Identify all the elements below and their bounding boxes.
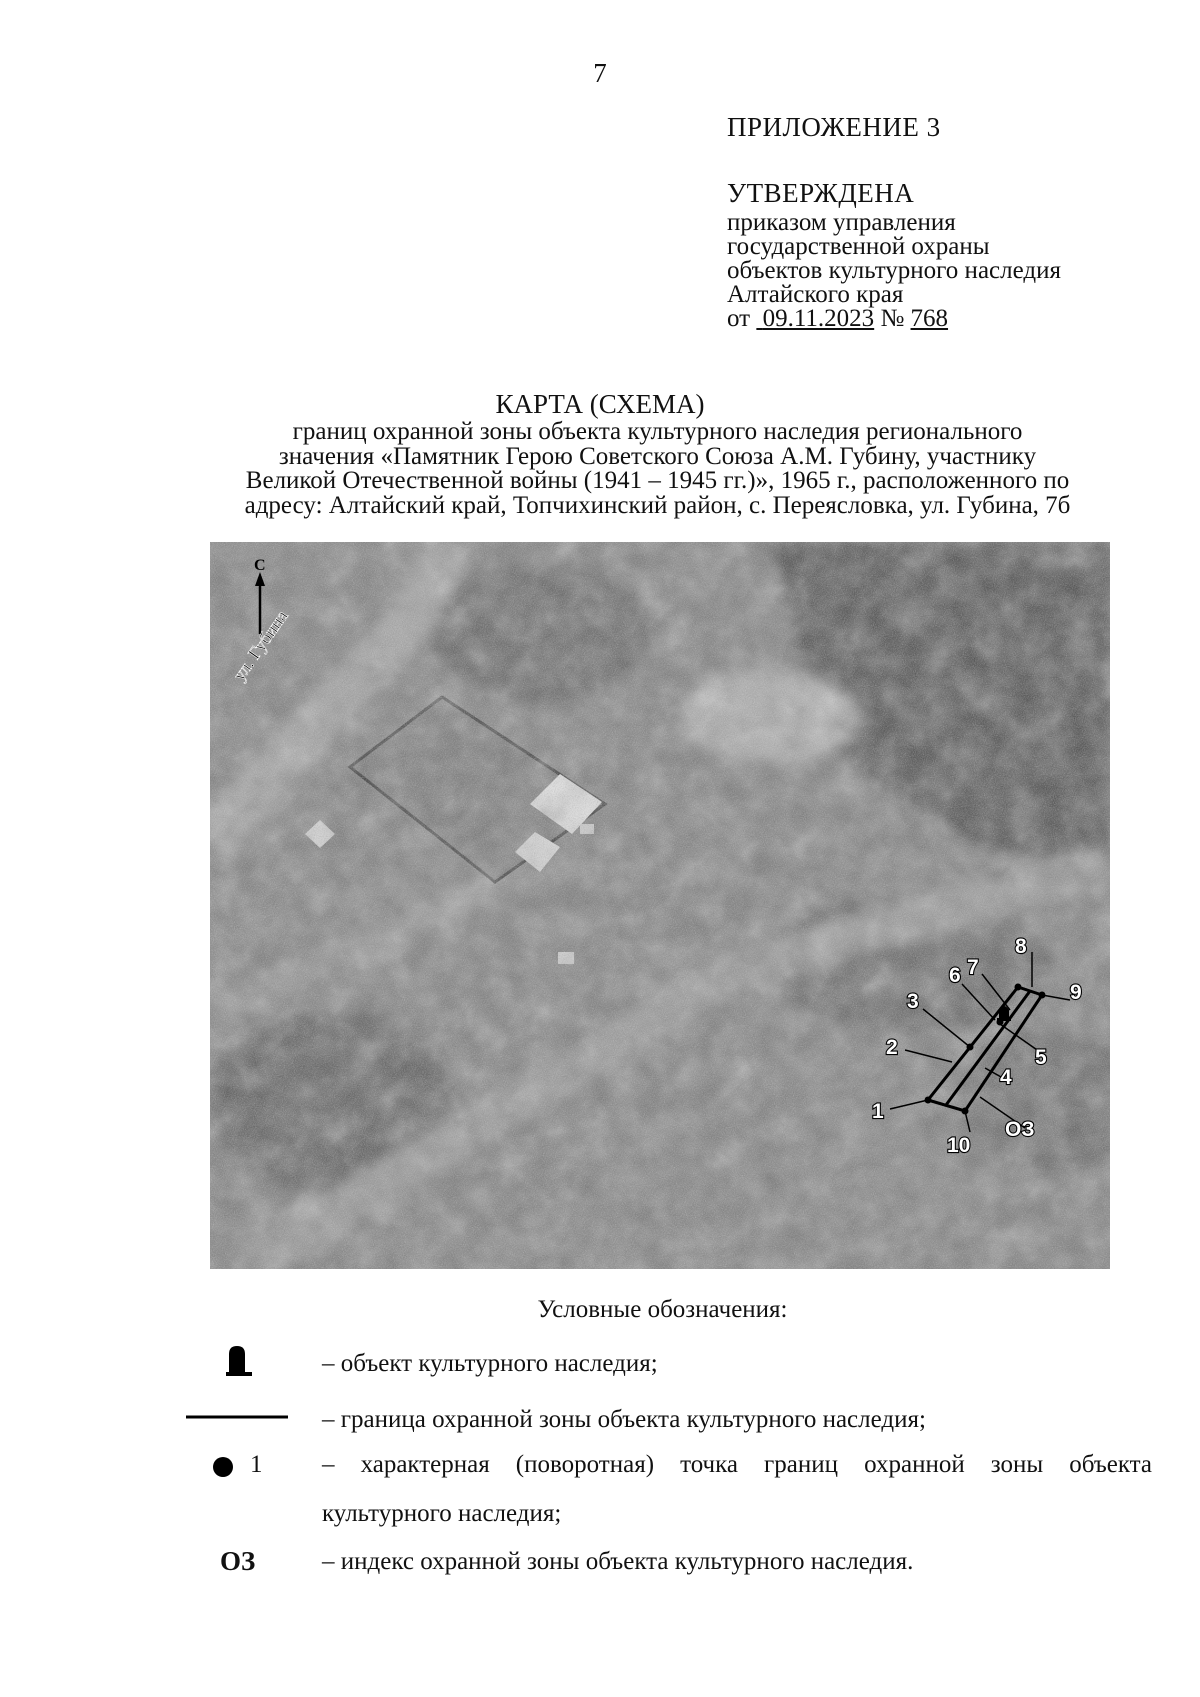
legend-point-text: – характерная (поворотная) точка границ охранной зоны объекта xyxy=(322,1451,1152,1478)
approved-heading: УТВЕРЖДЕНА xyxy=(727,178,915,208)
legend-zone-text: – индекс охранной зоны объекта культурного наследия. xyxy=(322,1548,914,1575)
zone-index-label: ОЗ xyxy=(1005,1118,1035,1141)
approval-line: приказом управления xyxy=(727,209,956,236)
legend-title: Условные обозначения: xyxy=(537,1296,788,1323)
monument-icon xyxy=(224,1344,254,1378)
point-label: 3 xyxy=(907,990,919,1013)
order-line xyxy=(727,307,1061,331)
grain-overlay xyxy=(210,542,1110,1269)
point-label: 10 xyxy=(947,1134,971,1157)
map-title: КАРТА (СХЕМА) xyxy=(495,389,705,419)
legend-point-text-cont: культурного наследия; xyxy=(322,1500,562,1527)
street-label: ул. Губина xyxy=(228,606,292,685)
order-prefix: от xyxy=(727,305,751,332)
zone-index-symbol: ОЗ xyxy=(220,1546,256,1576)
point-label: 8 xyxy=(1015,935,1027,958)
point-label: 9 xyxy=(1070,981,1082,1004)
point-label: 7 xyxy=(967,956,979,979)
page-number: 7 xyxy=(593,58,607,88)
boundary-point xyxy=(1015,984,1022,991)
order-date: 09.11.2023 xyxy=(762,305,875,332)
subtitle-line: Великой Отечественной войны (1941 – 1945 гг.)», 1965 г., расположенного по xyxy=(245,467,1070,494)
legend-boundary-text: – граница охранной зоны объекта культурного наследия; xyxy=(322,1406,926,1433)
order-number: 768 xyxy=(910,305,949,332)
approval-line: государственной охраны xyxy=(727,233,990,260)
point-label: 5 xyxy=(1035,1046,1047,1069)
point-label: 4 xyxy=(1000,1066,1012,1089)
north-label: С xyxy=(254,557,266,574)
point-label: 1 xyxy=(872,1100,884,1123)
legend-monument-text: – объект культурного наследия; xyxy=(322,1350,658,1377)
subtitle-line: границ охранной зоны объекта культурного наследия регионального xyxy=(292,418,1023,445)
boundary-point-symbol xyxy=(212,1456,234,1478)
map-subtitle xyxy=(170,420,1145,518)
appendix-heading: ПРИЛОЖЕНИЕ 3 xyxy=(727,112,941,142)
subtitle-line: значения «Памятник Герою Советского Союза А.М. Губину, участнику xyxy=(278,442,1037,470)
point-symbol-label: 1 xyxy=(250,1451,263,1478)
approval-block xyxy=(727,211,1061,331)
subtitle-line: адресу: Алтайский край, Топчихинский район, с. Переясловка, ул. Губина, 7б xyxy=(244,491,1071,519)
map-svg xyxy=(210,542,1110,1269)
point-label: 2 xyxy=(886,1036,898,1059)
order-number-sign: № xyxy=(880,305,905,332)
boundary-line-symbol xyxy=(186,1414,288,1420)
approval-line: Алтайского края xyxy=(727,281,904,308)
satellite-map xyxy=(210,542,1110,1269)
point-label: 6 xyxy=(949,964,961,987)
approval-line: объектов культурного наследия xyxy=(727,257,1061,284)
